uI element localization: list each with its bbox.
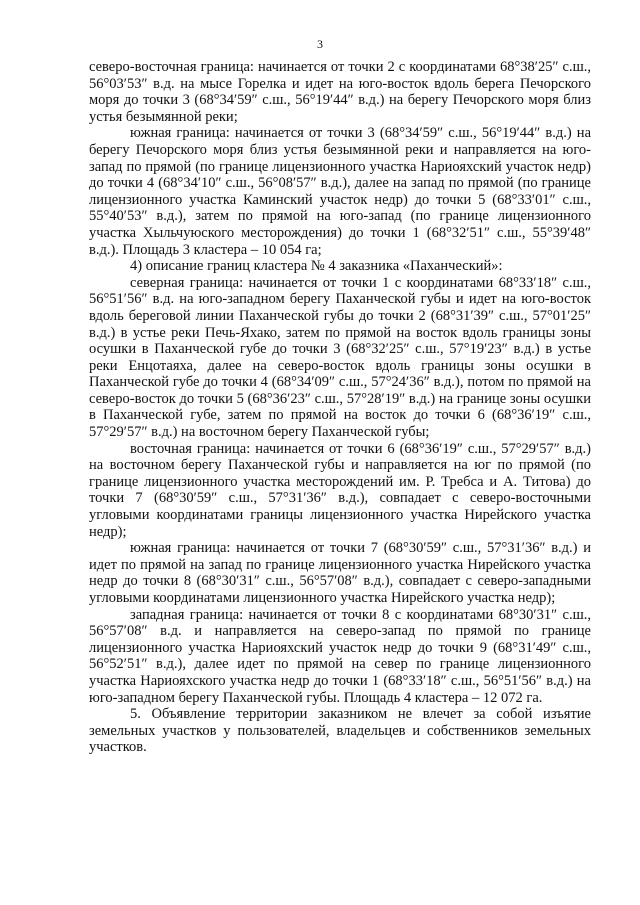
paragraph-north-border-cluster-4: северная граница: начинается от точки 1 с координатами 68°33′18″ с.ш., 56°51′56″ в.д. на юго-западном берегу Паханческой губы и идет на юго-восток вдоль береговой линии Паханческой губы до точки 2 (68°31′39″ с.ш., 57°01′25″ в.д.) в устье реки Печь-Яхако, затем по прямой на восток вдоль границы зоны осушки в Паханческой губе до точки 3 (68°32′25″ с.ш., 57°19′23″ в.д.) в устье реки Енцотаяха, далее на северо-восток вдоль границы зоны осушки в Паханческой губе до точки 4 (68°34′09″ с.ш., 57°24′36″ в.д.), потом по прямой на северо-восток до точки 5 (68°36′23″ с.ш., 57°28′19″ в.д.) на границе зоны осушки в Паханческой губе, затем по прямой на восток до точки 6 (68°36′19″ с.ш., 57°29′57″ в.д.) на восточном берегу Паханческой губы; [89, 274, 591, 441]
paragraph-northeast-border-cluster-3: северо-восточная граница: начинается от точки 2 с координатами 68°38′25″ с.ш., 56°03′53″ в.д. на мысе Горелка и идет на юго-восток вдоль берега Печорского моря до точки 3 (68°34′59″ с.ш., 56°19′44″ в.д.) на берегу Печорского моря близ устья безымянной реки; [89, 59, 591, 125]
paragraph-item-5: 5. Объявление территории заказником не влечет за собой изъятие земельных участков у пользователей, владельцев и собственников земельных участков. [89, 706, 591, 756]
paragraph-east-border-cluster-4: восточная граница: начинается от точки 6 (68°36′19″ с.ш., 57°29′57″ в.д.) на восточном берегу Паханческой губы и направляется на юг по прямой (по границе лицензионного участка месторождений им. Р. Требса и А. Титова) до точки 7 (68°30′59″ с.ш., 57°31′36″ в.д.), совпадает с северо-восточными угловыми координатами границы лицензионного участка Нирейского участка недр); [89, 440, 591, 540]
paragraph-west-border-cluster-4: западная граница: начинается от точки 8 с координатами 68°30′31″ с.ш., 56°57′08″ в.д. и направляется на северо-запад по прямой по границе лицензионного участка Нариояхский участок недр до точки 9 (68°31′49″ с.ш., 56°52′51″ в.д.), далее идет по прямой на север по границе лицензионного участка Нариояхского участка недр до точки 1 (68°33′18″ с.ш., 56°51′56″ в.д.) на юго-западном берегу Паханческой губы. Площадь 4 кластера – 12 072 га. [89, 606, 591, 706]
paragraph-south-border-cluster-4: южная граница: начинается от точки 7 (68°30′59″ с.ш., 57°31′36″ в.д.) и идет по прямой на запад по границе лицензионного участка Нирейского участка недр до точки 8 (68°30′31″ с.ш., 56°57′08″ в.д.), совпадает с северо-западными угловыми координатами лицензионного участка Нирейского участка недр); [89, 540, 591, 606]
document-body [89, 59, 591, 756]
paragraph-south-border-cluster-3: южная граница: начинается от точки 3 (68°34′59″ с.ш., 56°19′44″ в.д.) на берегу Печорского моря близ устья безымянной реки и направляется на юго-запад по прямой (по границе лицензионного участка Нариояхский участок недр) до точки 4 (68°34′10″ с.ш., 56°08′57″ в.д.), далее на запад по прямой (по границе лицензионного участка Каминский участок недр) до точки 5 (68°33′01″ с.ш., 55°40′53″ в.д.), затем по прямой на юго-запад (по границе лицензионного участка Хыльчуюского месторождения) до точки 1 (68°32′51″ с.ш., 55°39′48″ в.д.). Площадь 3 кластера – 10 054 га; [89, 125, 591, 258]
page-number: 3 [317, 37, 323, 51]
paragraph-cluster-4-heading: 4) описание границ кластера № 4 заказника «Паханческий»: [130, 258, 503, 275]
